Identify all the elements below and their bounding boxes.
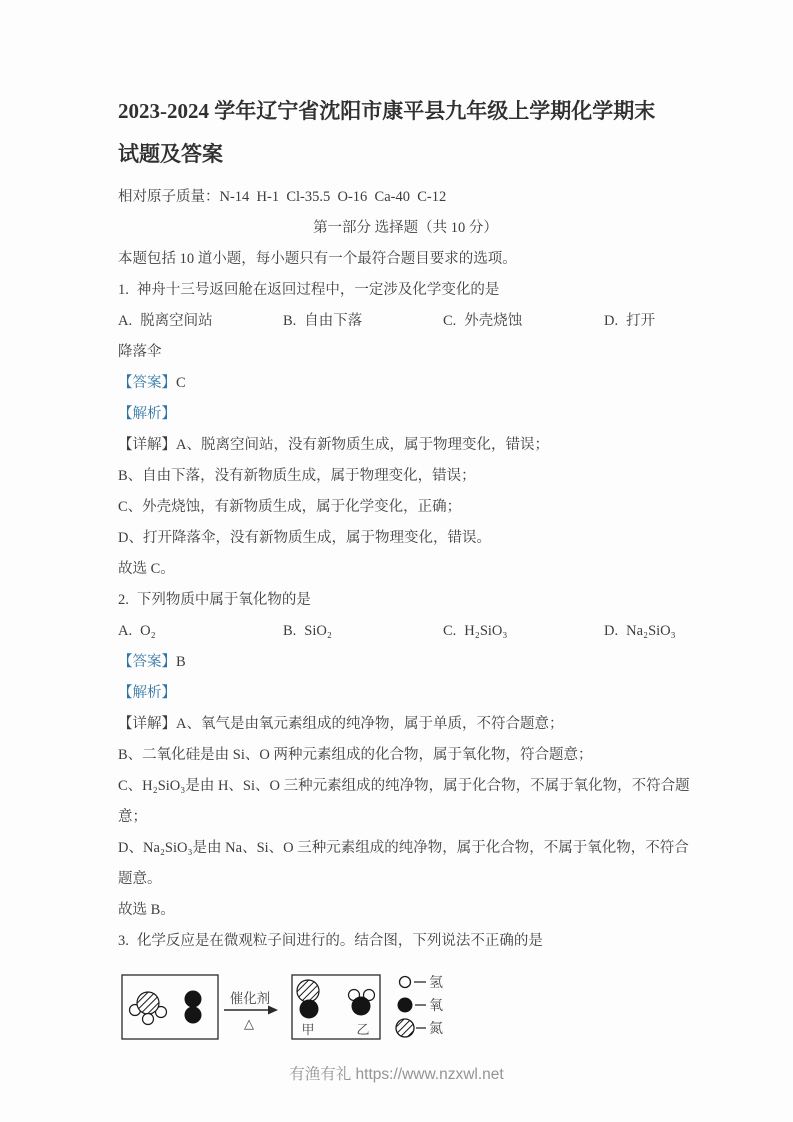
question-1-option-d: D. 打开降落伞: [118, 313, 656, 360]
answer-tag: 【答案】: [118, 654, 176, 670]
nitrogen-legend-icon: [396, 1019, 414, 1037]
page-title: [118, 90, 693, 176]
question-1-text: 神舟十三号返回舱在返回过程中，一定涉及化学变化的是: [136, 282, 500, 298]
question-2-detail-d: D、Na₂SiO₃是由 Na、Si、O 三种元素组成的纯净物，属于化合物，不属于氧化物，不符合题意。: [118, 840, 689, 887]
oxygen-legend-icon: [398, 998, 413, 1013]
heat-label: △: [244, 1016, 254, 1031]
question-1-number: 1.: [118, 282, 129, 298]
section-heading: 第一部分 选择题（共 10 分）: [313, 220, 498, 236]
page-title-line-1: 2023-2024 学年辽宁省沈阳市康平县九年级上学期化学期末: [118, 99, 656, 123]
detail-tag: 【详解】: [118, 437, 176, 453]
question-2-options: [118, 616, 693, 647]
detail-tag: 【详解】: [118, 716, 176, 732]
question-1-detail-c: C、外壳烧蚀，有新物质生成，属于化学变化，正确；: [118, 499, 462, 515]
molecule-jia-label: 甲: [301, 1022, 315, 1037]
page-title-line-2: 试题及答案: [118, 142, 223, 166]
question-1-option-c: C. 外壳烧蚀: [443, 313, 523, 329]
reactant-box: [122, 975, 218, 1039]
section-intro: 本题包括 10 道小题，每小题只有一个最符合题目要求的选项。: [118, 251, 517, 267]
question-2-option-c: C. H₂SiO₃: [443, 623, 508, 639]
question-1-answer: C: [176, 375, 186, 391]
molecule-jia-icon: [297, 980, 319, 1037]
question-2-detail-a: 【详解】A、氧气是由氧元素组成的纯净物，属于单质，不符合题意；: [118, 716, 564, 732]
question-2-conclusion: 故选 B。: [118, 902, 175, 918]
question-1-answer-line: [118, 368, 693, 399]
question-2-detail-c: C、H₂SiO₃是由 H、Si、O 三种元素组成的纯净物，属于化合物，不属于氧化物，不符合题意；: [118, 778, 690, 825]
catalyst-label: 催化剂: [229, 991, 271, 1006]
analysis-tag: 【解析】: [118, 406, 176, 422]
question-3-number: 3.: [118, 933, 129, 949]
footer-link[interactable]: 有渔有礼 https://www.nzxwl.net: [289, 1066, 504, 1083]
site-watermark: [0, 1062, 793, 1084]
question-2-answer-line: [118, 647, 693, 678]
question-2-number: 2.: [118, 592, 129, 608]
question-1-detail-b: B、自由下落，没有新物质生成，属于物理变化，错误；: [118, 468, 476, 484]
catalyst-arrow: [224, 990, 278, 1031]
question-1-stem: [118, 275, 693, 306]
question-1-analysis-line: [118, 399, 693, 430]
question-2-text: 下列物质中属于氧化物的是: [136, 592, 311, 608]
molecule-yi-icon: [349, 990, 375, 1038]
question-2-option-d: D. Na₂SiO₃: [604, 623, 676, 639]
reaction-diagram: [118, 965, 693, 1057]
question-2-option-b: B. SiO₂: [283, 623, 332, 639]
question-2-stem: [118, 585, 693, 616]
question-2-answer: B: [176, 654, 186, 670]
hydrogen-legend-icon: [400, 977, 411, 988]
diagram-legend: [396, 975, 443, 1037]
hydrogen-legend-label: 氢: [429, 976, 443, 991]
nitrogen-legend-label: 氮: [429, 1022, 443, 1037]
molecule-yi-label: 乙: [356, 1022, 370, 1037]
oxygen-legend-label: 氧: [429, 999, 443, 1014]
answer-tag: 【答案】: [118, 375, 176, 391]
ammonia-molecule-icon: [130, 992, 167, 1025]
arrowhead-icon: [268, 1006, 278, 1015]
question-2-analysis-line: [118, 678, 693, 709]
exam-content: [118, 90, 693, 1057]
question-1-detail-a: 【详解】A、脱离空间站，没有新物质生成，属于物理变化，错误；: [118, 437, 549, 453]
question-1-conclusion: 故选 C。: [118, 561, 175, 577]
product-box: [292, 975, 380, 1039]
atomic-mass-note: 相对原子质量：N-14 H-1 Cl-35.5 O-16 Ca-40 C-12: [118, 189, 447, 205]
question-1-options: [118, 306, 668, 368]
oxygen-molecule-icon: [185, 991, 202, 1024]
question-1-option-b: B. 自由下落: [283, 313, 363, 329]
question-1-detail-d: D、打开降落伞，没有新物质生成，属于物理变化，错误。: [118, 530, 491, 546]
question-2-option-a: A. O₂: [118, 623, 156, 639]
question-3-text: 化学反应是在微观粒子间进行的。结合图，下列说法不正确的是: [136, 933, 543, 949]
question-3-stem: [118, 926, 693, 957]
question-2-detail-b: B、二氧化硅是由 Si、O 两种元素组成的化合物，属于氧化物，符合题意；: [118, 747, 593, 763]
question-1-option-a: A. 脱离空间站: [118, 313, 213, 329]
analysis-tag: 【解析】: [118, 685, 176, 701]
